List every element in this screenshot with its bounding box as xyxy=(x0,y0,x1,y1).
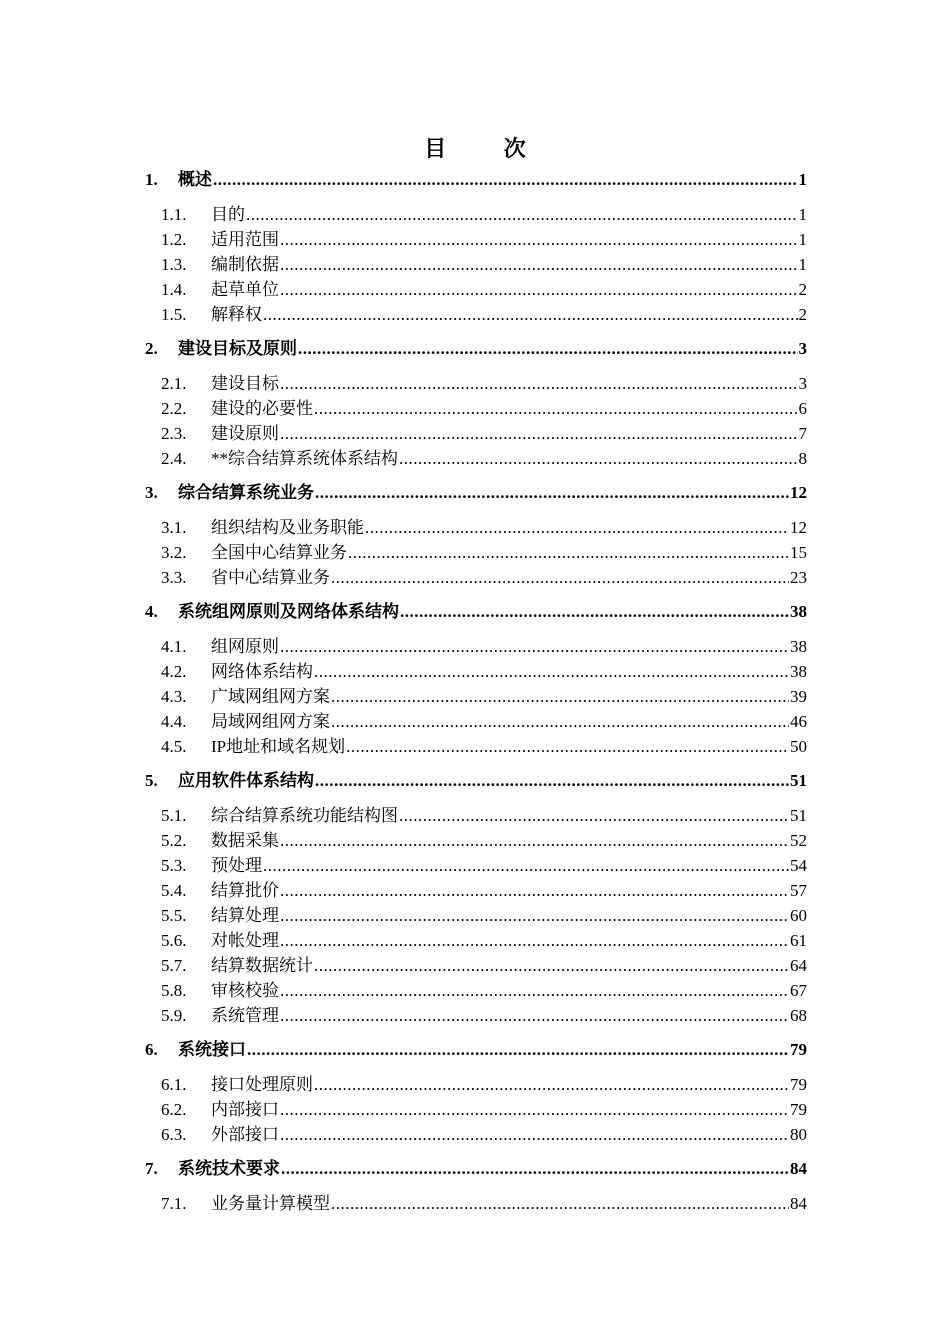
toc-entry-title: 综合结算系统功能结构图 xyxy=(211,805,398,825)
toc-leader-dots xyxy=(280,254,798,276)
toc-entry-title: 网络体系结构 xyxy=(211,661,313,681)
toc-entry-title: 解释权 xyxy=(211,304,262,324)
toc-entry-page: 61 xyxy=(790,930,807,950)
toc-section-entry[interactable] xyxy=(145,445,807,470)
toc-entry-title: 对帐处理 xyxy=(211,930,279,950)
toc-entry-title: 组织结构及业务职能 xyxy=(211,517,364,537)
toc-entry-page: 7 xyxy=(798,423,807,443)
toc-leader-dots xyxy=(280,279,798,301)
toc-section-entry[interactable] xyxy=(145,802,807,827)
toc-entry-number: 1. xyxy=(145,170,158,189)
toc-section-entry[interactable] xyxy=(145,708,807,733)
toc-entry-page: 12 xyxy=(790,517,807,537)
toc-leader-dots xyxy=(399,805,789,827)
toc-entry-number: 1.4. xyxy=(161,279,187,299)
toc-chapter-entry[interactable] xyxy=(145,166,807,191)
toc-entry-title: 业务量计算模型 xyxy=(211,1193,330,1213)
toc-leader-dots xyxy=(280,905,789,927)
toc-entry-number: 4.4. xyxy=(161,711,187,731)
toc-entry-title: 结算数据统计 xyxy=(211,955,313,975)
toc-entry-number: 5.5. xyxy=(161,905,187,925)
toc-section-entry[interactable] xyxy=(145,733,807,758)
toc-entry-page: 15 xyxy=(790,542,807,562)
toc-entry-number: 5.9. xyxy=(161,1005,187,1025)
toc-entry-page: 50 xyxy=(790,736,807,756)
toc-entry-title: 外部接口 xyxy=(211,1124,279,1144)
toc-entry-title: 系统接口 xyxy=(178,1040,246,1059)
toc-entry-title: 建设目标 xyxy=(211,373,279,393)
toc-entry-title: 数据采集 xyxy=(211,830,279,850)
toc-entry-title: 系统组网原则及网络体系结构 xyxy=(178,602,399,621)
toc-section-entry[interactable] xyxy=(145,877,807,902)
toc-entry-title: 起草单位 xyxy=(211,279,279,299)
toc-entry-number: 2.3. xyxy=(161,423,187,443)
toc-entry-page: 1 xyxy=(798,229,807,249)
toc-entry-title: 应用软件体系结构 xyxy=(178,771,314,790)
toc-entry-number: 5.3. xyxy=(161,855,187,875)
toc-leader-dots xyxy=(280,636,789,658)
toc-entry-page: 52 xyxy=(790,830,807,850)
toc-leader-dots xyxy=(331,711,789,733)
toc-entry-title: 省中心结算业务 xyxy=(211,567,330,587)
toc-leader-dots xyxy=(280,1099,789,1121)
toc-entry-page: 64 xyxy=(790,955,807,975)
toc-entry-page: 79 xyxy=(790,1074,807,1094)
toc-section-entry[interactable] xyxy=(145,514,807,539)
toc-entry-title: 内部接口 xyxy=(211,1099,279,1119)
toc-entry-page: 3 xyxy=(798,373,807,393)
toc-entry-page: 60 xyxy=(790,905,807,925)
toc-leader-dots xyxy=(331,1193,789,1215)
toc-entry-number: 4.5. xyxy=(161,736,187,756)
toc-entry-title: 适用范围 xyxy=(211,229,279,249)
toc-leader-dots xyxy=(280,423,798,445)
toc-entry-page: 1 xyxy=(798,170,807,189)
toc-entry-number: 6.3. xyxy=(161,1124,187,1144)
toc-entry-number: 6.2. xyxy=(161,1099,187,1119)
toc-leader-dots xyxy=(246,204,798,226)
toc-entry-page: 54 xyxy=(790,855,807,875)
toc-section-entry[interactable] xyxy=(145,395,807,420)
toc-section-entry[interactable] xyxy=(145,902,807,927)
toc-entry-number: 4.3. xyxy=(161,686,187,706)
toc-section-entry[interactable] xyxy=(145,370,807,395)
toc-section-entry[interactable] xyxy=(145,251,807,276)
toc-entry-number: 5.7. xyxy=(161,955,187,975)
toc-leader-dots xyxy=(314,955,789,977)
toc-section-entry[interactable] xyxy=(145,827,807,852)
toc-leader-dots xyxy=(263,855,789,877)
toc-entry-page: 38 xyxy=(790,602,807,621)
toc-entry-page: 2 xyxy=(798,279,807,299)
toc-section-entry[interactable] xyxy=(145,539,807,564)
toc-entry-page: 67 xyxy=(790,980,807,1000)
toc-leader-dots xyxy=(280,980,789,1002)
toc-entry-page: 38 xyxy=(790,661,807,681)
toc-entry-page: 51 xyxy=(790,771,807,790)
toc-leader-dots xyxy=(280,880,789,902)
toc-entry-page: 51 xyxy=(790,805,807,825)
toc-entry-number: 2. xyxy=(145,339,158,358)
toc-section-entry[interactable] xyxy=(145,852,807,877)
toc-entry-number: 7. xyxy=(145,1159,158,1178)
toc-section-entry[interactable] xyxy=(145,977,807,1002)
toc-entry-title: 预处理 xyxy=(211,855,262,875)
toc-leader-dots xyxy=(315,770,789,792)
toc-chapter-entry[interactable] xyxy=(145,767,807,792)
toc-chapter-entry[interactable] xyxy=(145,1036,807,1061)
toc-entry-page: 12 xyxy=(790,483,807,502)
toc-entry-title: 编制依据 xyxy=(211,254,279,274)
toc-section-entry[interactable] xyxy=(145,1071,807,1096)
toc-entry-number: 2.4. xyxy=(161,448,187,468)
toc-chapter-entry[interactable] xyxy=(145,479,807,504)
toc-section-entry[interactable] xyxy=(145,927,807,952)
toc-section-entry[interactable] xyxy=(145,1002,807,1027)
toc-entry-page: 68 xyxy=(790,1005,807,1025)
toc-entry-number: 5.2. xyxy=(161,830,187,850)
toc-entry-number: 3.2. xyxy=(161,542,187,562)
toc-entry-title: 结算批价 xyxy=(211,880,279,900)
toc-entry-title: 建设原则 xyxy=(211,423,279,443)
toc-chapter-entry[interactable] xyxy=(145,335,807,360)
toc-entry-title: 建设目标及原则 xyxy=(178,339,297,358)
toc-entry-number: 6.1. xyxy=(161,1074,187,1094)
toc-entry-number: 2.2. xyxy=(161,398,187,418)
toc-entry-title: 建设的必要性 xyxy=(211,398,313,418)
toc-entry-title: 系统技术要求 xyxy=(178,1159,280,1178)
toc-chapter-entry[interactable] xyxy=(145,598,807,623)
toc-entry-title: IP地址和域名规划 xyxy=(211,736,346,756)
toc-entry-title: 综合结算系统业务 xyxy=(178,483,314,502)
toc-entry-page: 1 xyxy=(798,254,807,274)
toc-entry-title: 结算处理 xyxy=(211,905,279,925)
toc-leader-dots xyxy=(315,482,789,504)
toc-chapter-entry[interactable] xyxy=(145,1155,807,1180)
toc-entry-number: 7.1. xyxy=(161,1193,187,1213)
toc-entry-title: 审核校验 xyxy=(211,980,279,1000)
toc-section-entry[interactable] xyxy=(145,564,807,589)
toc-entry-page: 8 xyxy=(798,448,807,468)
toc-entry-number: 3.1. xyxy=(161,517,187,537)
toc-leader-dots xyxy=(400,601,789,623)
toc-entry-number: 6. xyxy=(145,1040,158,1059)
toc-leader-dots xyxy=(280,830,789,852)
toc-section-entry[interactable] xyxy=(145,301,807,326)
toc-section-entry[interactable] xyxy=(145,952,807,977)
toc-section-entry[interactable] xyxy=(145,276,807,301)
toc-entry-page: 80 xyxy=(790,1124,807,1144)
toc-entry-page: 38 xyxy=(790,636,807,656)
toc-leader-dots xyxy=(298,338,798,360)
toc-entry-page: 84 xyxy=(790,1193,807,1213)
toc-leader-dots xyxy=(348,542,789,564)
toc-entry-number: 3.3. xyxy=(161,567,187,587)
toc-entry-number: 1.5. xyxy=(161,304,187,324)
toc-title: 目 次 xyxy=(424,136,552,161)
toc-entry-number: 2.1. xyxy=(161,373,187,393)
toc-leader-dots xyxy=(314,661,789,683)
toc-entry-title: 全国中心结算业务 xyxy=(211,542,347,562)
toc-leader-dots xyxy=(314,1074,789,1096)
toc-entry-page: 79 xyxy=(790,1040,807,1059)
table-of-contents xyxy=(145,166,807,1215)
toc-entry-page: 46 xyxy=(790,711,807,731)
toc-entry-title: 组网原则 xyxy=(211,636,279,656)
toc-section-entry[interactable] xyxy=(145,633,807,658)
toc-entry-page: 39 xyxy=(790,686,807,706)
toc-entry-number: 1.3. xyxy=(161,254,187,274)
toc-leader-dots xyxy=(263,304,798,326)
toc-entry-number: 3. xyxy=(145,483,158,502)
toc-entry-number: 5.8. xyxy=(161,980,187,1000)
toc-entry-number: 1.1. xyxy=(161,204,187,224)
toc-entry-page: 79 xyxy=(790,1099,807,1119)
toc-section-entry[interactable] xyxy=(145,658,807,683)
toc-entry-title: 系统管理 xyxy=(211,1005,279,1025)
toc-section-entry[interactable] xyxy=(145,683,807,708)
toc-leader-dots xyxy=(399,448,798,470)
toc-entry-page: 6 xyxy=(798,398,807,418)
toc-entry-number: 5.1. xyxy=(161,805,187,825)
toc-entry-title: 广域网组网方案 xyxy=(211,686,330,706)
toc-entry-page: 57 xyxy=(790,880,807,900)
toc-section-entry[interactable] xyxy=(145,1121,807,1146)
toc-leader-dots xyxy=(281,1158,789,1180)
toc-leader-dots xyxy=(247,1039,789,1061)
toc-entry-page: 23 xyxy=(790,567,807,587)
toc-leader-dots xyxy=(280,373,798,395)
toc-entry-number: 5. xyxy=(145,771,158,790)
toc-entry-number: 5.6. xyxy=(161,930,187,950)
toc-entry-number: 4.1. xyxy=(161,636,187,656)
toc-leader-dots xyxy=(365,517,789,539)
toc-leader-dots xyxy=(213,169,798,191)
toc-section-entry[interactable] xyxy=(145,226,807,251)
toc-section-entry[interactable] xyxy=(145,1190,807,1215)
toc-leader-dots xyxy=(280,1005,789,1027)
toc-entry-title: 目的 xyxy=(211,204,245,224)
toc-entry-page: 3 xyxy=(798,339,807,358)
toc-leader-dots xyxy=(280,229,798,251)
toc-entry-page: 1 xyxy=(798,204,807,224)
toc-entry-title: **综合结算系统体系结构 xyxy=(211,448,398,468)
toc-leader-dots xyxy=(314,398,798,420)
toc-entry-page: 84 xyxy=(790,1159,807,1178)
toc-entry-title: 局域网组网方案 xyxy=(211,711,330,731)
toc-entry-title: 接口处理原则 xyxy=(211,1074,313,1094)
toc-section-entry[interactable] xyxy=(145,201,807,226)
toc-leader-dots xyxy=(280,1124,789,1146)
toc-entry-number: 4. xyxy=(145,602,158,621)
toc-entry-title: 概述 xyxy=(178,170,212,189)
toc-section-entry[interactable] xyxy=(145,420,807,445)
toc-entry-number: 5.4. xyxy=(161,880,187,900)
toc-entry-number: 1.2. xyxy=(161,229,187,249)
toc-section-entry[interactable] xyxy=(145,1096,807,1121)
toc-leader-dots xyxy=(346,736,789,758)
toc-leader-dots xyxy=(331,686,789,708)
toc-leader-dots xyxy=(331,567,789,589)
toc-leader-dots xyxy=(280,930,789,952)
toc-entry-number: 4.2. xyxy=(161,661,187,681)
toc-entry-page: 2 xyxy=(798,304,807,324)
